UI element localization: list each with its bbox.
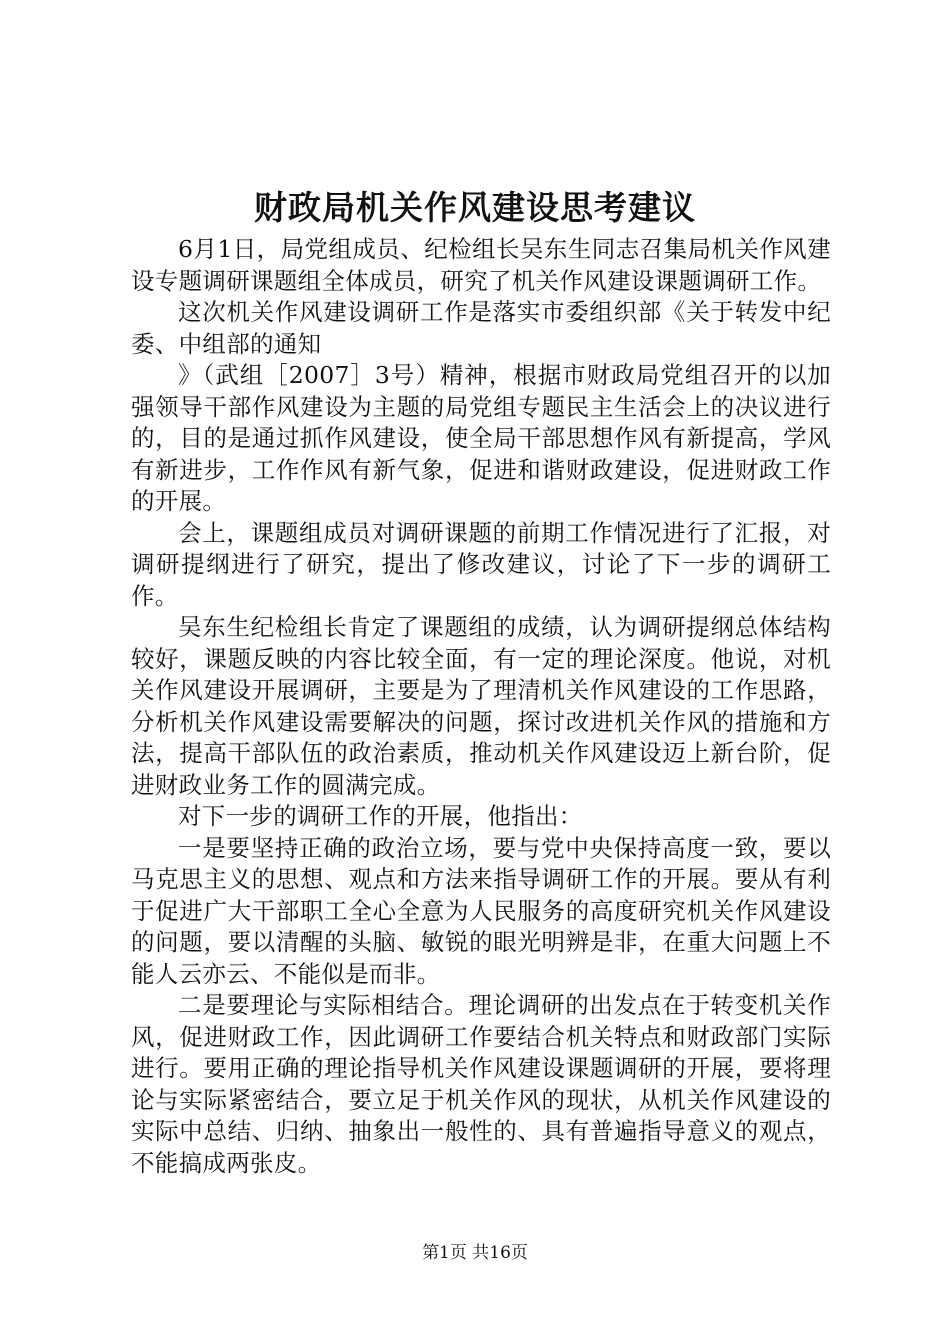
paragraph: 一是要坚持正确的政治立场，要与党中央保持高度一致，要以马克思主义的思想、观点和方法来指导调研工作的开展。要从有利于促进广大干部职工全心全意为人民服务的高度研究机关作风建设的问题，要以清醒的头脑、敏锐的眼光明辨是非，在重大问题上不能人云亦云、不能似是而非。: [131, 833, 831, 988]
document-title: 财政局机关作风建设思考建议: [254, 188, 696, 227]
paragraph: 吴东生纪检组长肯定了课题组的成绩，认为调研提纲总体结构较好，课题反映的内容比较全面，有一定的理论深度。他说，对机关作风建设开展调研，主要是为了理清机关作风建设的工作思路，分析机关作风建设需要解决的问题，探讨改进机关作风的措施和方法，提高干部队伍的政治素质，推动机关作风建设迈上新台阶，促进财政业务工作的圆满完成。: [131, 613, 831, 799]
paragraph: 这次机关作风建设调研工作是落实市委组织部《关于转发中纪委、中组部的通知: [131, 298, 831, 358]
paragraph: 二是要理论与实际相结合。理论调研的出发点在于转变机关作风，促进财政工作，因此调研工作要结合机关特点和财政部门实际进行。要用正确的理论指导机关作风建设课题调研的开展，要将理论与实际紧密结合，要立足于机关作风的现状，从机关作风建设的实际中总结、归纳、抽象出一般性的、具有普遍指导意义的观点，不能搞成两张皮。: [131, 991, 831, 1177]
paragraph: 对下一步的调研工作的开展，他指出：: [178, 802, 583, 830]
paragraph: 会上，课题组成员对调研课题的前期工作情况进行了汇报，对调研提纲进行了研究，提出了修改建议，讨论了下一步的调研工作。: [131, 518, 831, 610]
page-total: 共16页: [472, 1243, 528, 1263]
paragraph: 》（武组［2007］3号）精神，根据市财政局党组召开的以加强领导干部作风建设为主题的局党组专题民主生活会上的决议进行的，目的是通过抓作风建设，使全局干部思想作风有新提高，学风有新进步，工作作风有新气象，促进和谐财政建设，促进财政工作的开展。: [131, 361, 831, 515]
paragraph: 6月1日，局党组成员、纪检组长吴东生同志召集局机关作风建设专题调研课题组全体成员，研究了机关作风建设课题调研工作。: [131, 235, 831, 295]
page-footer: [0, 1241, 950, 1265]
page-number: 第1页: [422, 1243, 467, 1263]
document-body: [131, 234, 831, 1179]
